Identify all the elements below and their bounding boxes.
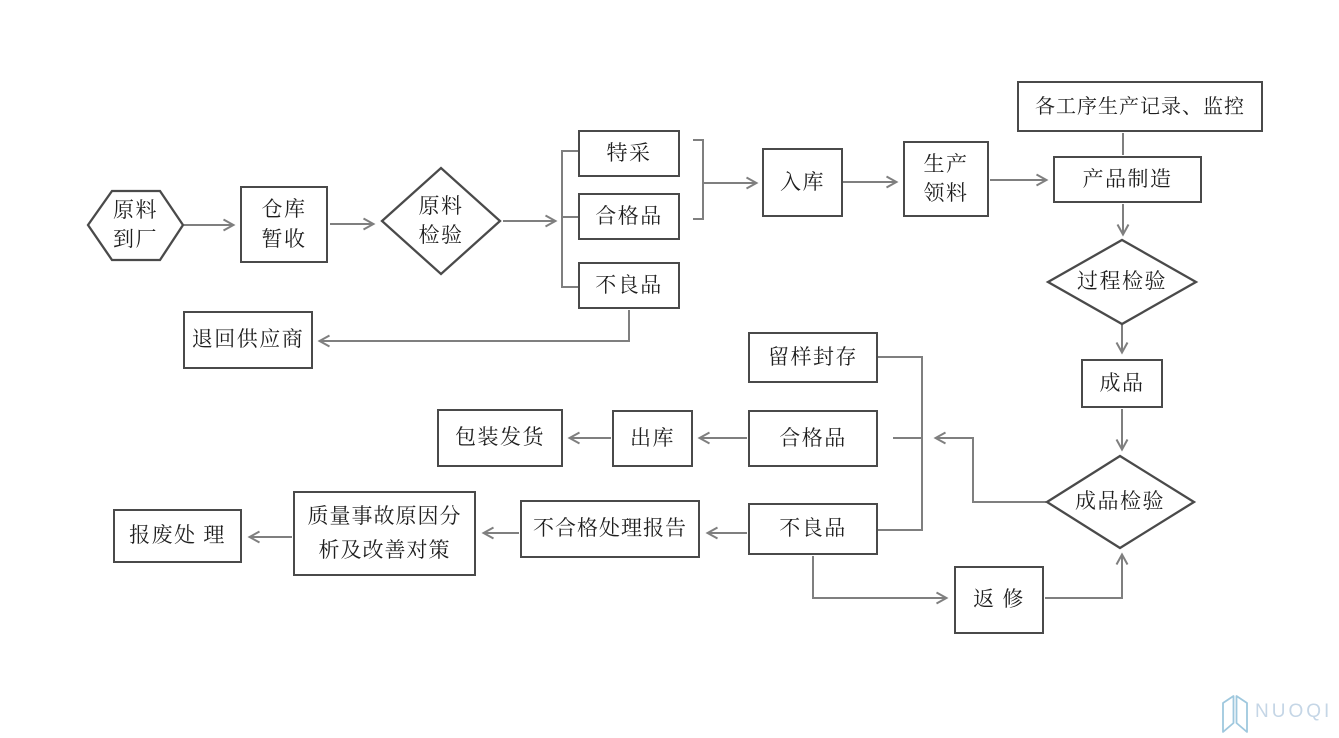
node-quality-accident-analysis (293, 491, 476, 576)
node-label: 仓库 (261, 197, 307, 222)
nuoqi-logo (1220, 694, 1332, 736)
node-label: 析及改善对策 (318, 537, 451, 562)
node-defective-final (748, 503, 878, 555)
node-label: 返 修 (973, 587, 1025, 612)
bracket-inspection-results (562, 151, 578, 287)
node-label: 退回供应商 (191, 327, 305, 352)
node-process-inspection (1052, 262, 1192, 302)
node-label: 不良品 (779, 516, 847, 541)
node-production-picking (903, 141, 989, 217)
node-outbound (612, 410, 693, 467)
node-label: 特采 (606, 140, 652, 165)
node-label: 合格品 (595, 203, 663, 228)
node-label: 产品制造 (1082, 166, 1173, 191)
node-label: 包装发货 (455, 425, 545, 450)
node-return-supplier (183, 311, 313, 369)
node-special-acceptance (578, 130, 680, 177)
node-label: 成品检验 (1075, 489, 1165, 514)
node-label: 合格品 (779, 425, 847, 450)
node-packing-shipping (437, 409, 563, 467)
node-label: 入库 (780, 169, 825, 194)
arrow-defective-to-return-supplier (320, 310, 629, 341)
node-qualified-raw (578, 193, 680, 240)
node-label: 过程检验 (1077, 269, 1167, 294)
node-label: 不良品 (595, 272, 663, 297)
node-process-record-monitor (1017, 81, 1263, 132)
arrow-defective-to-rework (813, 556, 946, 598)
arrow-final-inspection-to-bracket (936, 438, 1046, 502)
node-product-manufacturing (1053, 156, 1202, 203)
arrow-rework-to-final-inspection (1045, 555, 1122, 598)
node-label: 报废处 理 (129, 523, 226, 548)
node-label: 不合格处理报告 (533, 516, 687, 541)
node-defective-raw (578, 262, 680, 309)
node-label: 留样封存 (768, 344, 858, 369)
bracket-final-results (878, 357, 922, 530)
node-qualified-final (748, 410, 878, 467)
node-label: 各工序生产记录、监控 (1035, 95, 1245, 118)
node-rework (954, 566, 1044, 634)
node-finished-inspection (1050, 482, 1190, 522)
open-book-icon (1220, 694, 1250, 736)
node-label: 质量事故原因分 (307, 503, 462, 528)
node-label: 检验 (418, 223, 464, 247)
node-warehousing (762, 148, 843, 217)
node-warehouse-temp-storage (240, 186, 328, 263)
node-label: 到厂 (113, 227, 158, 251)
node-raw-material-arrival (93, 192, 178, 258)
node-label: 原料 (418, 193, 464, 218)
node-label: 原料 (113, 197, 158, 222)
node-nonconforming-report (520, 500, 700, 558)
bracket-to-warehousing (693, 140, 703, 219)
node-finished-product (1081, 359, 1163, 408)
node-label: 生产 (923, 151, 969, 176)
node-raw-material-inspection (391, 188, 491, 254)
node-label: 出库 (630, 425, 675, 450)
node-label: 暂收 (261, 226, 307, 251)
node-label: 成品 (1099, 370, 1145, 395)
node-label: 领料 (923, 181, 969, 205)
nuoqi-logo-text: NUOQI (1255, 701, 1333, 722)
node-scrap-disposal (113, 509, 242, 563)
node-sample-retention (748, 332, 878, 383)
